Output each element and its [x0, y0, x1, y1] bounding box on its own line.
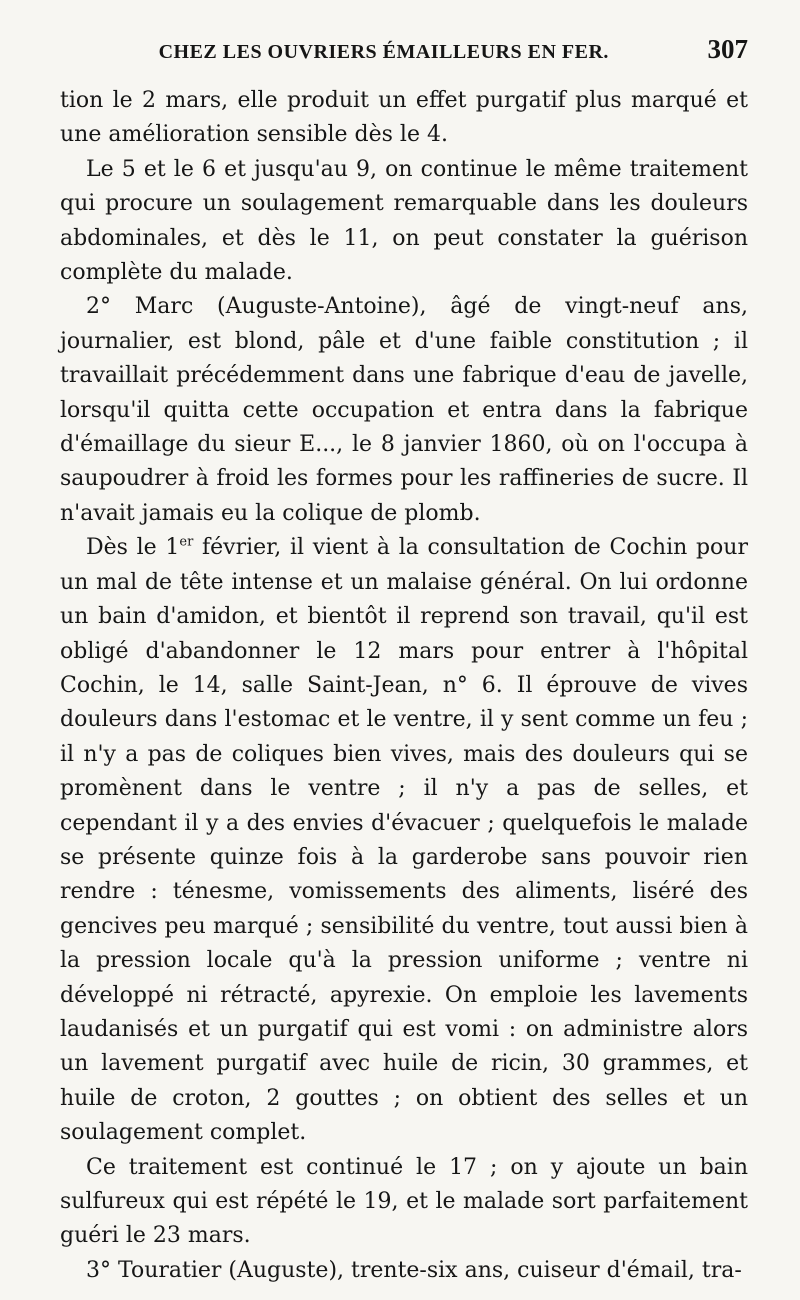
paragraph: Ce traitement est continué le 17 ; on y ajoute un bain sulfureux qui est répété le 19, et le malade sort parfaitement guéri le 23 mars. — [60, 1154, 748, 1249]
body-text — [60, 84, 748, 1288]
paragraph — [60, 531, 748, 1150]
page-number: 307 — [707, 34, 748, 64]
paragraph-case-2: 2° Marc (Auguste-Antoine), âgé de vingt-neuf ans, journalier, est blond, pâle et d'une faible constitution ; il travaillait précédemment dans une fabrique d'eau de javelle, lorsqu'il quitta cette occupation et entra dans la fabrique d'émaillage du sieur E..., le 8 janvier 1860, où on l'occupa à saupoudrer à froid les formes pour les raffineries de sucre. Il n'avait jamais eu la colique de plomb. — [60, 294, 748, 526]
paragraph: Le 5 et le 6 et jusqu'au 9, on continue le même traitement qui procure un soulagement remarquable dans les douleurs abdominales, et dès le 11, on peut constater la guérison complète du malade. — [60, 156, 748, 286]
running-head — [60, 34, 748, 84]
paragraph-case-3: 3° Touratier (Auguste), trente-six ans, cuiseur d'émail, tra- — [86, 1257, 742, 1283]
text-span: Dès le 1 — [86, 535, 180, 561]
paragraph-continuation: tion le 2 mars, elle produit un effet purgatif plus marqué et une amélioration sensible dès le 4. — [60, 88, 748, 148]
text-span: février, il vient à la consultation de Cochin pour un mal de tête intense et un malaise général. On lui ordonne un bain d'amidon, et bientôt il reprend son travail, qu'il est obligé d'abandonner le 12 mars pour entrer à l'hôpital Cochin, le 14, salle Saint-Jean, n° 6. Il éprouve de vives douleurs dans l'estomac et le ventre, il y sent comme un feu ; il n'y a pas de coliques bien vives, mais des douleurs qui se promènent dans le ventre ; il n'y a pas de selles, et cependant il y a des envies d'évacuer ; quelquefois le malade se présente quinze fois à la garderobe sans pouvoir rien rendre : ténesme, vomissements des aliments, liséré des gencives peu marqué ; sensibilité du ventre, tout aussi bien à la pression locale qu'à la pression uniforme ; ventre ni développé ni rétracté, apyrexie. On emploie les lavements laudanisés et un purgatif qui est vomi : on administre alors un lavement purgatif avec huile de ricin, 30 grammes, et huile de croton, 2 gouttes ; on obtient des selles et un soulagement complet. — [60, 535, 748, 1146]
superscript: er — [179, 534, 194, 550]
running-title: CHEZ LES OUVRIERS ÉMAILLEURS EN FER. — [158, 41, 609, 63]
